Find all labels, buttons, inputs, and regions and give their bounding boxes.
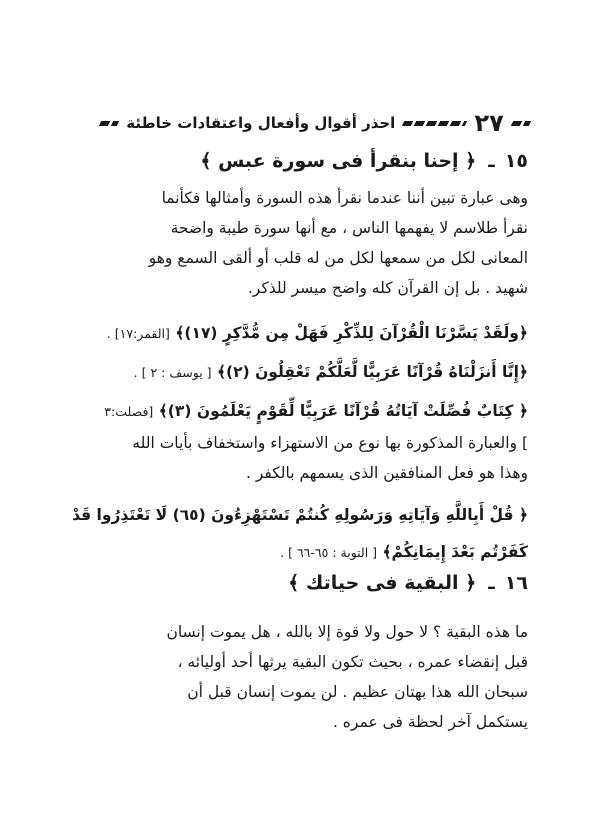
paragraph-line: قبل إنقضاء عمره ، بحيث تكون البقية يرثها أحد أوليائه ، xyxy=(177,653,528,671)
verse-reference: [فصلت:٣ xyxy=(104,404,154,419)
verse-text: كَفَرْتُم بَعْدَ إِيمَانِكُمْ﴾ xyxy=(382,543,528,561)
paragraph-line: وهى عبارة تبين أننا عندما نقرأ هذه السورة وأمثالها فكأنما xyxy=(161,189,528,207)
verse-text: ﴿ قُلْ أَبِاللَّهِ وَآيَاتِهِ وَرَسُولِهِ كُنتُمْ تَسْتَهْزِءُونَ (٦٥) لَا تَعْتَذِرُوا قَدْ xyxy=(72,506,528,524)
quran-verse-3 xyxy=(66,396,528,427)
section-16-heading xyxy=(288,572,528,594)
verse-reference: [ يوسف : ٢ ] . xyxy=(133,365,212,380)
paragraph-line: نقرأ طلاسم لا يفهمها الناس ، مع أنها سورة طيبة واضحة xyxy=(170,219,528,237)
section-16-dash: ـ xyxy=(488,572,495,594)
section-16-number: ١٦ xyxy=(504,572,528,594)
section-15-dash: ـ xyxy=(488,150,495,172)
paragraph-line: سبحان الله هذا بهتان عظيم . لن يموت إنسان قبل أن xyxy=(187,683,528,701)
page-header xyxy=(100,106,530,140)
quran-verse-4-line-2 xyxy=(66,537,528,568)
section-15-paragraph-2 xyxy=(70,428,528,488)
quran-verse-1 xyxy=(66,318,528,349)
quran-verse-4-line-1 xyxy=(66,500,528,530)
paragraph-line: وهذا هو فعل المنافقين الذى يسمهم بالكفر . xyxy=(245,464,528,482)
quran-verse-2 xyxy=(66,357,528,388)
paragraph-line: ] والعبارة المذكورة بها نوع من الاستهزاء واستخفاف بأيات الله xyxy=(132,434,528,452)
section-16-title: ﴿ البقية فى حياتك ﴾ xyxy=(288,572,477,594)
paragraph-line: ما هذه البقية ؟ لا حول ولا قوة إلا بالله ، هل يموت إنسان xyxy=(166,623,528,641)
section-15-heading xyxy=(200,150,528,172)
section-15-title: ﴿ إحنا بنقرأ فى سورة عبس ﴾ xyxy=(200,150,477,172)
header-ornament-right xyxy=(511,121,532,126)
verse-reference: [القمر:١٧] . xyxy=(106,326,170,341)
running-header-title: احذر أقوال وأفعال واعتقادات خاطئة xyxy=(126,114,396,132)
verse-reference: [ التوبة : ٦٥-٦٦ ] . xyxy=(280,545,378,560)
section-16-paragraph xyxy=(70,617,528,737)
verse-text: ﴿ كِتَابٌ فُصِّلَتْ آيَاتُهُ قُرْآنًا عَرَبِيًّا لِّقَوْمٍ يَعْلَمُونَ (٣)﴾ xyxy=(158,402,528,420)
paragraph-line: شهيد . بل إن القرآن كله واضح ميسر للذكر. xyxy=(247,279,528,297)
header-ornament-middle xyxy=(402,121,467,126)
verse-text: ﴿إِنَّا أَنزَلْنَاهُ قُرْآنًا عَرَبِيًّا لَّعَلَّكُمْ تَعْقِلُونَ (٢)﴾ xyxy=(216,363,528,381)
page-number: ٢٧ xyxy=(474,109,504,137)
section-15-paragraph xyxy=(70,183,528,303)
header-ornament-left xyxy=(99,121,120,126)
section-15-number: ١٥ xyxy=(504,150,528,172)
paragraph-line: المعانى لكل من سمعها لكل من له قلب أو ألقى السمع وهو xyxy=(148,249,528,267)
verse-text: ﴿ولَقَدْ يَسَّرْنَا الْقُرْآنَ لِلذِّكْرِ فَهَلْ مِن مُّدَّكِرٍ (١٧)﴾ xyxy=(175,324,528,342)
paragraph-line: يستكمل آخر لحظة فى عمره . xyxy=(332,713,528,731)
